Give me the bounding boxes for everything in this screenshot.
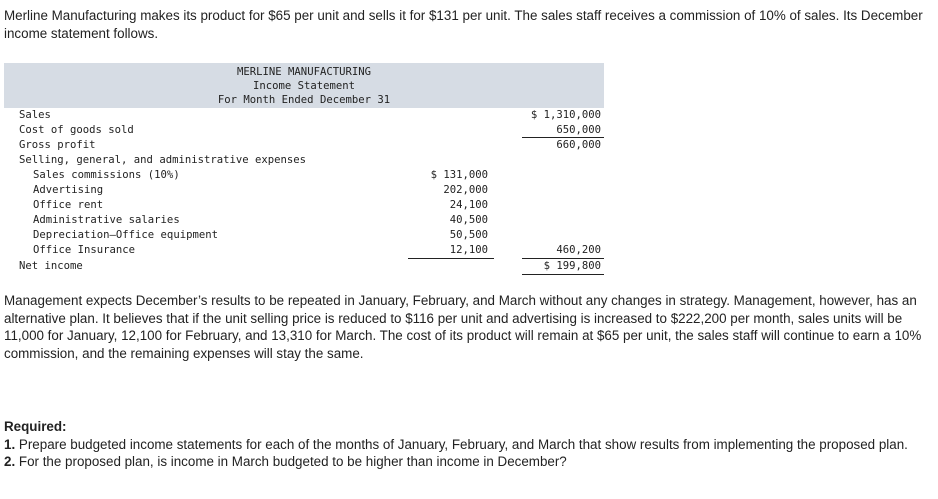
row-label: Sales — [19, 109, 51, 121]
required-title: Required: — [4, 419, 67, 434]
company-name: MERLINE MANUFACTURING — [237, 66, 371, 78]
question-text: Prepare budgeted income statements for each of the months of January, February, and March that show results from implementing the proposed plan. — [18, 436, 908, 452]
row-sales-commissions — [4, 168, 604, 183]
row-sales — [4, 108, 604, 123]
row-depreciation — [4, 228, 604, 243]
double-underline — [522, 274, 604, 275]
row-amount: 12,100 — [449, 244, 488, 256]
statement-title: Income Statement — [252, 80, 356, 92]
row-sga-heading — [4, 153, 604, 168]
income-statement — [4, 63, 604, 272]
row-amount: $ 131,000 — [430, 169, 488, 181]
question-number: 1. — [4, 436, 16, 452]
row-label: Gross profit — [19, 139, 96, 151]
row-advertising — [4, 183, 604, 198]
row-total: 460,200 — [556, 244, 601, 256]
row-amount: 50,500 — [449, 229, 488, 241]
row-office-insurance — [4, 243, 604, 258]
question-2 — [4, 453, 934, 471]
row-office-rent — [4, 198, 604, 213]
statement-header — [4, 63, 604, 108]
row-label: Cost of goods sold — [19, 124, 134, 136]
question-text: For the proposed plan, is income in March budgeted to be higher than income in December? — [18, 454, 567, 470]
row-amount: 660,000 — [556, 139, 601, 151]
row-admin-salaries — [4, 213, 604, 228]
row-gross-profit — [4, 138, 604, 153]
row-amount: 202,000 — [443, 184, 488, 196]
row-label: Net income — [19, 260, 83, 272]
row-amount: 40,500 — [449, 214, 488, 226]
statement-period: For Month Ended December 31 — [217, 94, 391, 106]
row-amount: $ 1,310,000 — [530, 109, 601, 121]
intro-paragraph: Merline Manufacturing makes its product for $65 per unit and sells it for $131 per unit. The sales staff receives a commission of 10% of sales. Its December income statement follows. — [4, 8, 923, 41]
row-label: Advertising — [33, 184, 104, 196]
required-section — [4, 418, 934, 471]
row-label: Office Insurance — [33, 244, 136, 256]
question-number: 2. — [4, 454, 16, 470]
row-cogs — [4, 123, 604, 138]
row-amount: $ 199,800 — [543, 260, 601, 272]
row-amount: 24,100 — [449, 199, 488, 211]
row-amount: 650,000 — [556, 124, 601, 136]
row-label: Depreciation—Office equipment — [33, 229, 218, 241]
row-label: Administrative salaries — [33, 214, 180, 226]
row-net-income — [4, 259, 604, 274]
row-label: Sales commissions (10%) — [33, 169, 180, 181]
question-1 — [4, 436, 934, 454]
row-label: Office rent — [33, 199, 104, 211]
management-paragraph: Management expects December’s results to be repeated in January, February, and March without any changes in strategy. Management, however, has an alternative plan. It believes that if the unit selling price is reduced to $116 per unit and advertising is increased to $222,200 per month, sales units will be 11,000 for January, 12,100 for February, and 13,310 for March. The cost of its product will remain at $65 per unit, the sales staff will continue to earn a 10% commission, and the remaining expenses will stay the same. — [4, 293, 922, 361]
row-label: Selling, general, and administrative expenses — [19, 154, 307, 166]
